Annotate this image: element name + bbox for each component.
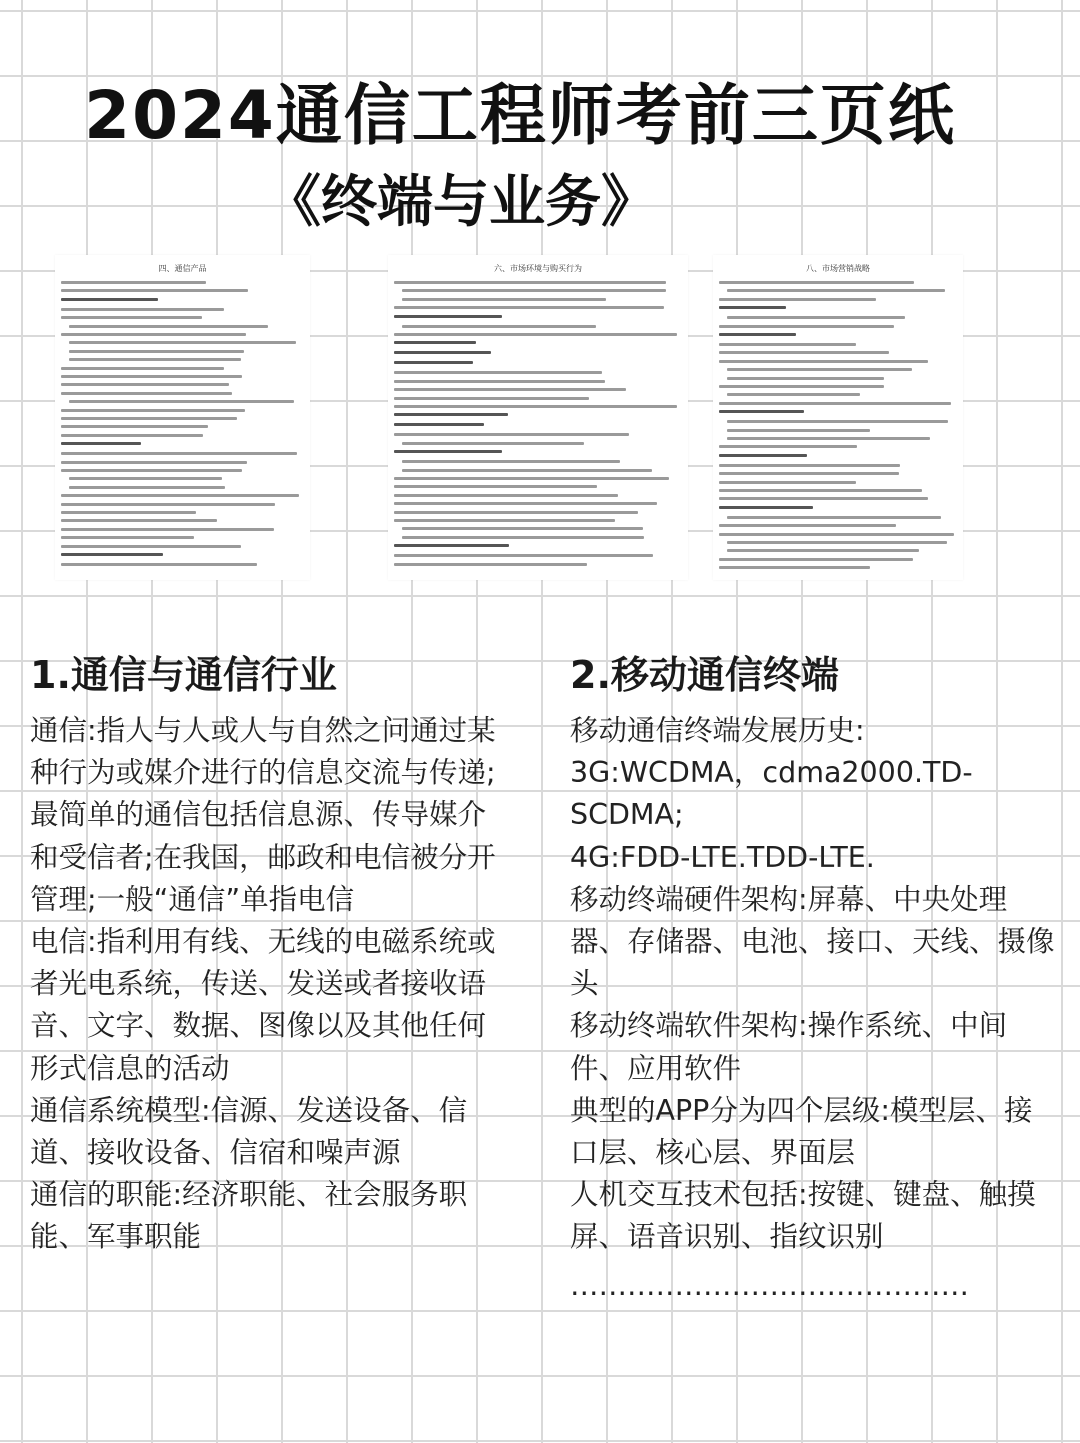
thumbnail-text-line [61, 375, 242, 378]
thumbnail-text-line [402, 536, 644, 539]
thumbnail-text-line [61, 417, 237, 420]
thumbnail-text-line [394, 450, 502, 453]
thumbnail-text-line [61, 308, 224, 311]
thumbnail-text-line [69, 341, 296, 344]
thumbnail-text-line [727, 420, 948, 423]
thumbnail-text-line [394, 423, 484, 426]
thumbnail-heading: 四、通信产品 [158, 264, 207, 273]
thumbnail-text-line [719, 298, 876, 301]
thumbnail-text-line [394, 494, 618, 497]
paragraph: 通信的职能:经济职能、社会服务职能、军事职能 [30, 1178, 468, 1254]
thumbnail-text-line [394, 477, 669, 480]
thumbnail-text-line [69, 400, 294, 403]
thumbnail-text-line [727, 316, 905, 319]
thumbnail-text-line [394, 361, 473, 364]
thumbnail-text-line [61, 289, 248, 292]
thumbnail-text-line [61, 333, 246, 336]
paragraph: 通信系统模型:信源、发送设备、信道、接收设备、信宿和噪声源 [30, 1093, 468, 1170]
paragraph: 移动通信终端发展历史: [570, 714, 865, 747]
thumbnail-page-1 [55, 255, 310, 580]
thumbnail-text-line [394, 388, 626, 391]
thumbnail-text-line [727, 368, 912, 371]
thumbnail-text-line [719, 497, 928, 500]
thumbnail-text-line [61, 434, 203, 437]
thumbnail-text-line [394, 341, 476, 344]
thumbnail-text-line [402, 469, 652, 472]
paragraph: 人机交互技术包括:按键、键盘、触摸屏、语音识别、指纹识别 [570, 1178, 1036, 1254]
thumbnail-text-line [394, 380, 605, 383]
paragraph: 4G:FDD-LTE.TDD-LTE. [570, 840, 875, 874]
thumbnail-text-line [719, 566, 870, 569]
thumbnail-text-line [394, 405, 677, 408]
thumbnail-text-line [61, 536, 194, 539]
thumbnail-text-line [394, 351, 491, 354]
paragraph: 通信:指人与人或人与自然之问通过某种行为或媒介进行的信息交流与传递;最简单的通信包括信息源、传导媒介和受信者;在我国，邮政和电信被分开管理;一般“通信”单指电信 [30, 714, 496, 916]
thumbnail-text-line [61, 494, 299, 497]
section-heading-terminal: 2.移动通信终端 [570, 653, 839, 697]
thumbnail-text-line [61, 563, 257, 566]
thumbnail-text-line [727, 429, 870, 432]
thumbnail-text-line [61, 383, 229, 386]
thumbnail-text-line [719, 472, 899, 475]
thumbnail-text-line [61, 298, 158, 301]
thumbnail-text-line [719, 351, 889, 354]
thumbnail-text-line [719, 410, 804, 413]
thumbnail-text-line [61, 469, 242, 472]
thumbnail-text-line [719, 464, 900, 467]
thumbnail-text-line [69, 486, 225, 489]
thumbnail-text-line [719, 306, 786, 309]
ellipsis: …………………………………… [570, 1268, 969, 1302]
thumbnail-text-line [394, 511, 638, 514]
thumbnail-text-line [402, 527, 643, 530]
section-body-industry [30, 710, 510, 1259]
thumbnail-text-line [727, 541, 947, 544]
thumbnail-text-line [394, 397, 589, 400]
thumbnail-text-line [719, 558, 913, 561]
thumbnail-text-line [61, 392, 232, 395]
thumbnail-text-line [394, 433, 629, 436]
thumbnail-text-line [727, 289, 945, 292]
thumbnail-text-line [394, 554, 653, 557]
paragraph: 3G:WCDMA，cdma2000.TD-SCDMA; [570, 756, 973, 832]
thumbnail-text-line [394, 544, 509, 547]
thumbnail-heading: 六、市场环境与购买行为 [494, 264, 582, 273]
thumbnail-page-2 [388, 255, 688, 580]
thumbnail-text-line [61, 409, 245, 412]
section-heading-industry: 1.通信与通信行业 [30, 653, 337, 697]
thumbnail-text-line [69, 358, 241, 361]
thumbnail-text-line [719, 281, 914, 284]
thumbnail-text-line [394, 315, 502, 318]
thumbnail-text-line [394, 281, 666, 284]
thumbnail-text-line [394, 485, 597, 488]
thumbnail-text-line [719, 445, 857, 448]
thumbnail-text-line [727, 437, 930, 440]
thumbnail-text-line [61, 452, 297, 455]
thumbnail-text-line [394, 306, 664, 309]
thumbnail-text-line [719, 506, 813, 509]
thumbnail-text-line [61, 511, 196, 514]
thumbnail-page-3 [713, 255, 963, 580]
thumbnail-text-line [69, 350, 244, 353]
thumbnail-text-line [727, 549, 919, 552]
thumbnail-text-line [394, 413, 508, 416]
thumbnail-heading: 八、市场营销战略 [806, 264, 870, 273]
thumbnail-text-line [719, 481, 856, 484]
thumbnail-text-line [719, 454, 807, 457]
thumbnail-text-line [719, 360, 928, 363]
thumbnail-text-line [61, 281, 206, 284]
section-body-terminal [570, 710, 1060, 1307]
thumbnail-text-line [719, 402, 951, 405]
thumbnail-text-line [61, 503, 275, 506]
thumbnail-text-line [719, 325, 894, 328]
thumbnail-text-line [61, 553, 163, 556]
thumbnail-text-line [394, 502, 657, 505]
thumbnail-text-line [61, 367, 224, 370]
thumbnail-text-line [61, 545, 241, 548]
paragraph: 电信:指利用有线、无线的电磁系统或者光电系统，传送、发送或者接收语音、文字、数据、图像以及其他任何形式信息的活动 [30, 925, 496, 1085]
paragraph: 典型的APP分为四个层级:模型层、接口层、核心层、界面层 [570, 1093, 1033, 1170]
page-subtitle: 《终端与业务》 [265, 170, 657, 235]
page-title: 2024通信工程师考前三页纸 [84, 77, 956, 154]
thumbnail-text-line [719, 333, 796, 336]
thumbnail-text-line [402, 325, 596, 328]
thumbnail-text-line [69, 325, 268, 328]
thumbnail-text-line [719, 533, 954, 536]
thumbnail-text-line [61, 316, 202, 319]
paragraph: 移动终端软件架构:操作系统、中间件、应用软件 [570, 1009, 1008, 1085]
thumbnail-text-line [727, 516, 941, 519]
thumbnail-text-line [61, 519, 217, 522]
thumbnail-text-line [61, 528, 274, 531]
thumbnail-text-line [394, 519, 615, 522]
thumbnail-text-line [69, 477, 222, 480]
thumbnail-text-line [61, 461, 247, 464]
thumbnail-text-line [719, 385, 884, 388]
thumbnail-text-line [394, 563, 587, 566]
thumbnail-text-line [727, 393, 860, 396]
paragraph: 移动终端硬件架构:屏幕、中央处理器、存储器、电池、接口、天线、摄像头 [570, 882, 1055, 1001]
thumbnail-text-line [402, 289, 666, 292]
thumbnail-text-line [402, 442, 584, 445]
thumbnail-text-line [402, 298, 606, 301]
thumbnail-text-line [719, 343, 856, 346]
thumbnail-text-line [394, 333, 677, 336]
thumbnail-text-line [719, 524, 896, 527]
thumbnail-text-line [61, 425, 208, 428]
thumbnail-text-line [719, 489, 922, 492]
thumbnail-text-line [394, 371, 602, 374]
thumbnail-text-line [402, 460, 620, 463]
thumbnail-text-line [727, 377, 884, 380]
thumbnail-text-line [61, 442, 141, 445]
